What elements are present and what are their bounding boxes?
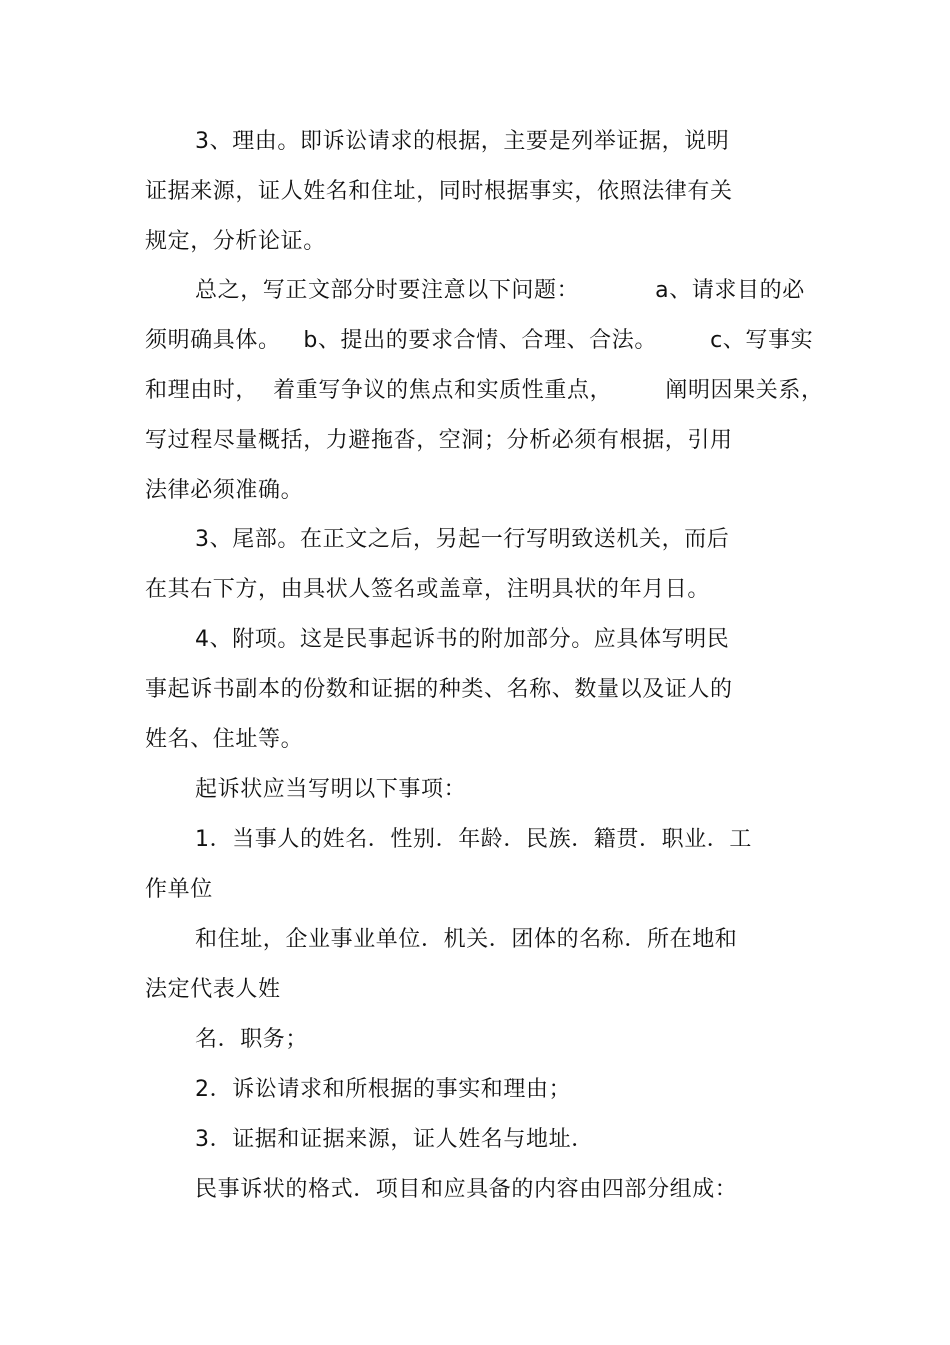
text-line: 名．职务；	[195, 1027, 309, 1052]
text-line: 3、尾部。在正文之后，另起一行写明致送机关，而后	[195, 527, 730, 552]
text-line: 写过程尽量概括，力避拖沓，空洞；分析必须有根据，引用	[145, 428, 733, 453]
text-line: 规定，分析论证。	[145, 229, 326, 254]
text-line: 和住址，企业事业单位．机关．团体的名称．所在地和	[195, 927, 738, 952]
text-line: 作单位	[145, 877, 213, 902]
text-line: 法定代表人姓	[145, 977, 281, 1002]
text-line: 起诉状应当写明以下事项：	[195, 777, 467, 802]
text-line: 和理由时， 着重写争议的焦点和实质性重点， 阐明因果关系，	[145, 378, 824, 403]
text-line: 3．证据和证据来源，证人姓名与地址．	[195, 1127, 594, 1152]
text-line: 4、附项。这是民事起诉书的附加部分。应具体写明民	[195, 627, 730, 652]
text-line: 证据来源，证人姓名和住址，同时根据事实，依照法律有关	[145, 179, 733, 204]
text-line: 1．当事人的姓名．性别．年龄．民族．籍贯．职业．工	[195, 827, 752, 852]
text-line: 2．诉讼请求和所根据的事实和理由；	[195, 1077, 572, 1102]
text-line: 须明确具体。 b、提出的要求合情、合理、合法。 c、写事实	[145, 328, 814, 353]
text-line: 事起诉书副本的份数和证据的种类、名称、数量以及证人的	[145, 677, 733, 702]
text-line: 法律必须准确。	[145, 478, 304, 503]
text-line: 在其右下方，由具状人签名或盖章，注明具状的年月日。	[145, 577, 711, 602]
text-line: 3、理由。即诉讼请求的根据，主要是列举证据，说明	[195, 129, 730, 154]
text-line: 民事诉状的格式．项目和应具备的内容由四部分组成：	[195, 1177, 738, 1202]
text-line: 总之，写正文部分时要注意以下问题： a、请求目的必	[195, 278, 805, 303]
text-line: 姓名、住址等。	[145, 727, 304, 752]
